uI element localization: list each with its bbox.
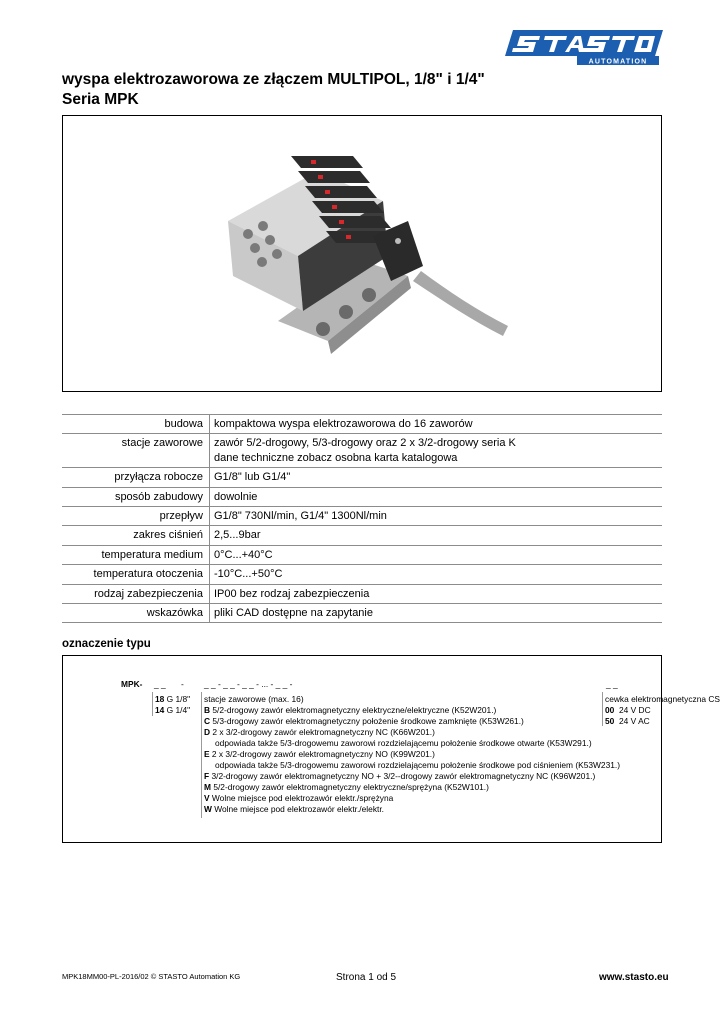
spec-label: stacje zaworowe [121,437,203,450]
station-code: B [204,705,211,715]
spec-label: rodzaj zabezpieczenia [94,587,203,600]
station-text: 5/3-drogowy zawór elektromagnetyczny położenie środkowe zamknięte (K53W261.) [212,716,524,726]
title-line-2: Seria MPK [62,91,139,108]
coil-option [605,716,650,726]
size-code: 18 [155,694,165,704]
code-bracket-line [602,692,603,726]
code-pattern-size: _ _ [154,679,166,689]
station-option [204,793,393,803]
spec-row [62,564,662,583]
size-text: G 1/8" [166,694,191,704]
station-text: 5/2-drogowy zawór elektromagnetyczny elektryczne/elektryczne (K52W201.) [212,705,497,715]
spec-label: budowa [164,418,203,430]
station-code: W [204,804,212,814]
size-option [155,705,190,715]
title-line-1: wyspa elektrozaworowa ze złączem MULTIPOL, 1/8" i 1/4" [62,71,485,88]
station-option [204,782,489,792]
footer-website-link[interactable]: www.stasto.eu [599,972,669,983]
station-code: C [204,716,211,726]
product-image-frame [62,115,662,392]
spec-value: dowolnie [209,488,662,506]
station-text: 3/2-drogowy zawór elektromagnetyczny NO + 3/2--drogowy zawór elektromagnetyczny NC (K96W201.) [211,771,596,781]
spec-row [62,467,662,486]
spec-label: przepływ [159,510,203,523]
coil-code: 00 [605,705,615,715]
spec-value-line: dane techniczne zobacz osobna karta katalogowa [214,451,458,464]
station-text: Wolne miejsce pod elektrozawór elektr./sprężyna [211,793,394,803]
coil-option [605,705,651,715]
spec-label: wskazówka [146,607,203,620]
station-option [204,716,524,726]
spec-value: IP00 bez rodzaj zabezpieczenia [209,585,662,603]
size-code: 14 [155,705,165,715]
spec-label: sposób zabudowy [114,490,203,503]
spec-label: temperatura medium [101,548,203,561]
code-pattern-separator: - [181,679,184,689]
spec-row [62,603,662,623]
station-code: M [204,782,211,792]
page-title [62,70,485,110]
station-text: 5/2-drogowy zawór elektromagnetyczny elektryczne/sprężyna (K52W101.) [213,782,489,792]
station-option [204,804,384,814]
coil-text: 24 V DC [618,705,651,715]
code-pattern-stations: _ _ - _ _ - _ _ - ... - _ _ - [204,679,293,689]
spec-row [62,584,662,603]
spec-label: przyłącza robocze [114,471,203,484]
spec-value: 0°C...+40°C [209,546,662,564]
station-text: 2 x 3/2-drogowy zawór elektromagnetyczny NC (K66W201.) [212,727,435,737]
station-option [204,705,496,715]
code-bracket-line [152,692,153,716]
coil-title: cewka elektromagnetyczna CS [605,694,720,704]
type-code-box [62,655,720,843]
spec-value: kompaktowa wyspa elektrozaworowa do 16 zaworów [209,415,662,433]
spec-value: G1/8" lub G1/4" [209,468,662,486]
spec-row [62,433,662,467]
station-note: odpowiada także 5/3-drogowemu zaworowi rozdzielającemu położenie środkowe otwarte (K53W291.) [215,738,592,748]
spec-row [62,506,662,525]
coil-text: 24 V AC [618,716,650,726]
station-option [204,749,435,759]
spec-label: zakres ciśnień [133,529,203,542]
code-bracket-line [201,692,202,818]
station-code: D [204,727,211,737]
station-code: V [204,793,210,803]
size-text: G 1/4" [166,705,191,715]
stations-title: stacje zaworowe (max. 16) [204,694,304,704]
footer-document-id: MPK18MM00-PL-2016/02 © STASTO Automation KG [62,972,241,981]
spec-value: 2,5...9bar [209,526,662,544]
spec-value: G1/8" 730Nl/min, G1/4" 1300Nl/min [209,507,662,525]
station-code: F [204,771,210,781]
spec-value: -10°C...+50°C [209,565,662,583]
station-option [204,727,435,737]
spec-row [62,525,662,544]
spec-value [209,434,662,467]
valve-island-image [63,116,661,391]
station-code: E [204,749,210,759]
spec-value: pliki CAD dostępne na zapytanie [209,604,662,622]
spec-row [62,487,662,506]
station-text: 2 x 3/2-drogowy zawór elektromagnetyczny NO (K99W201.) [211,749,435,759]
size-option [155,694,190,704]
station-note: odpowiada także 5/3-drogowemu zaworowi rozdzielającemu położenie środkowe pod ciśnieniem (K53W231.) [215,760,621,770]
code-prefix: MPK- [121,679,143,689]
stasto-logo [505,28,663,66]
code-pattern-coil: _ _ [606,679,618,689]
footer-page-number: Strona 1 od 5 [336,972,397,983]
station-text: Wolne miejsce pod elektrozawór elektr./elektr. [214,804,384,814]
specifications-table [62,414,662,623]
spec-row [62,545,662,564]
type-code-heading: oznaczenie typu [62,638,151,650]
spec-label: temperatura otoczenia [93,568,203,581]
spec-value-line: zawór 5/2-drogowy, 5/3-drogowy oraz 2 x 3/2-drogowy seria K [214,437,516,450]
brand-sub-label: AUTOMATION [588,58,648,66]
spec-row [62,414,662,433]
station-option [204,771,595,781]
coil-code: 50 [605,716,615,726]
